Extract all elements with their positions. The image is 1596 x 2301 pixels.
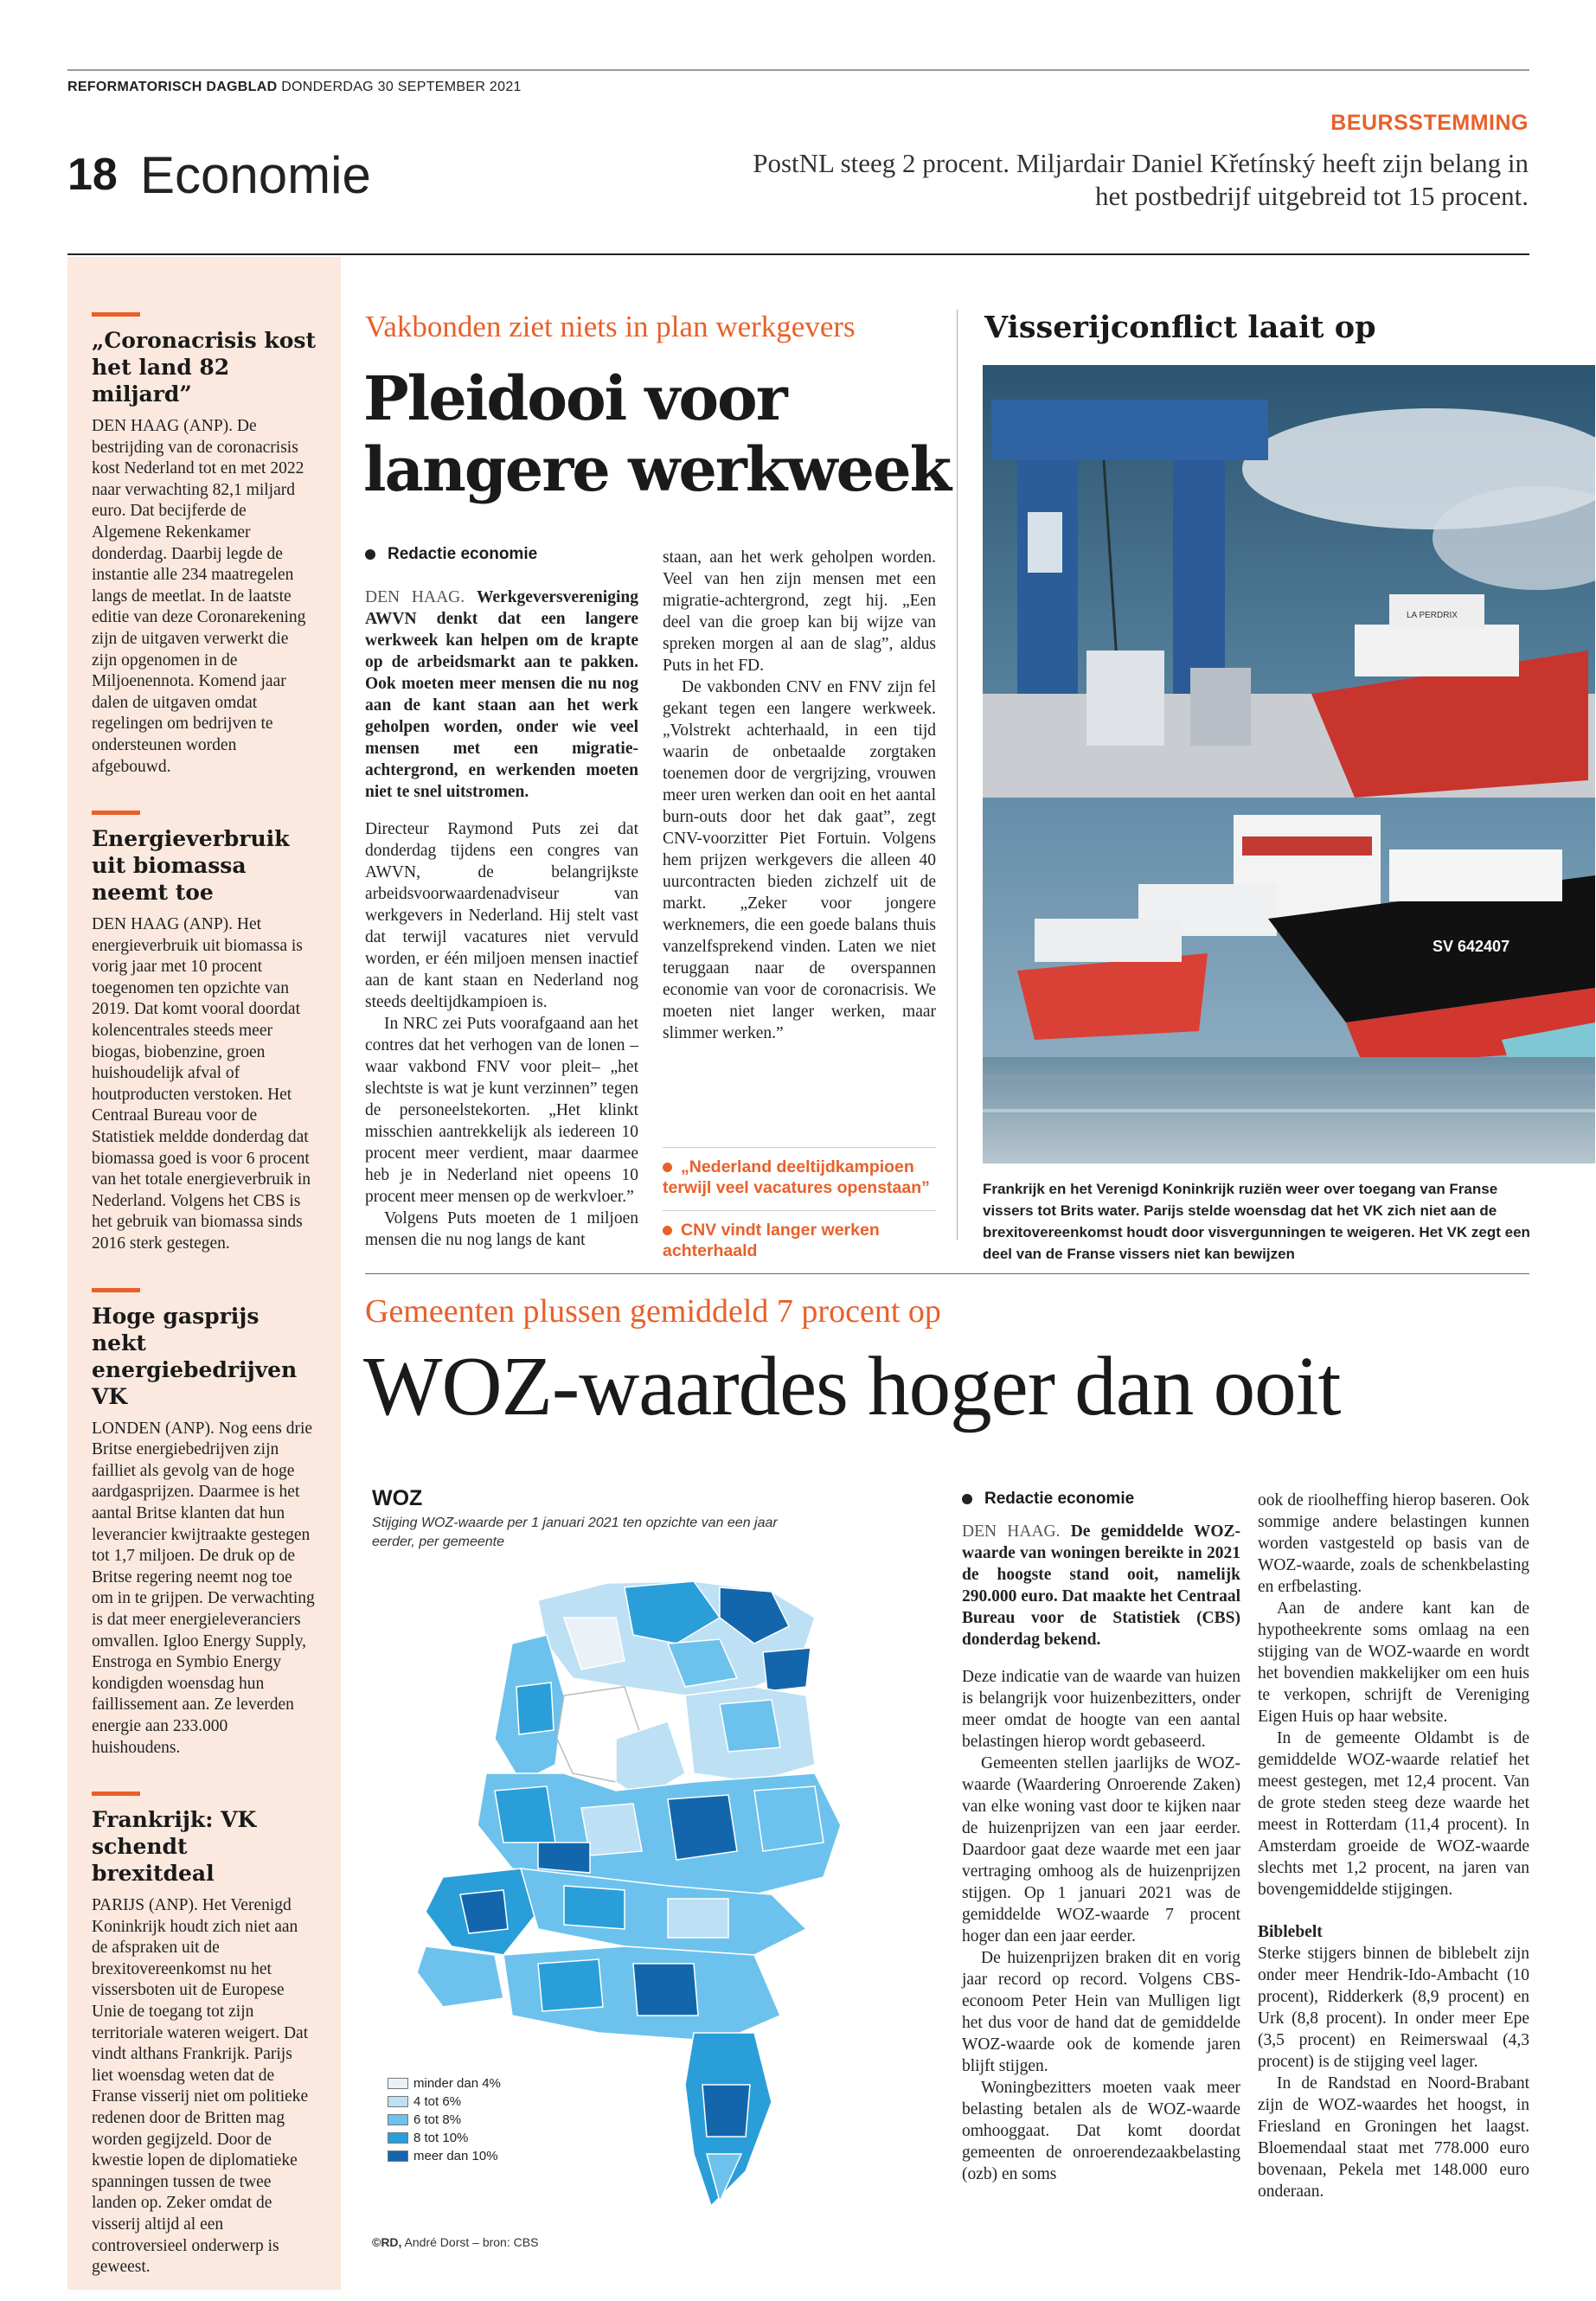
paragraph: ook de rioolheffing hierop baseren. Ook sommige andere belastingen kunnen worden vastgesteld op basis van de WOZ-waarde, zoals de schenkbelasting en erfbelasting. <box>1258 1491 1529 1596</box>
section-title: Economie <box>140 146 371 204</box>
paragraph: Sterke stijgers binnen de biblebelt zijn onder meer Hendrik-Ido-Ambacht (10 procent), Ridderkerk (8,9 procent) en Urk (8,8 procent). In onder meer Epe (3,5 procent) en Reimerswaal (4,3 procent) is de stijging veel lager. <box>1258 1945 1529 2071</box>
legend-item <box>388 2093 501 2111</box>
article3-kicker: Gemeenten plussen gemiddeld 7 procent op <box>365 1293 941 1330</box>
paper-dateline <box>67 80 522 95</box>
paragraph: In de gemeente Oldambt is de gemiddelde WOZ-waarde relatief het meest gestegen, met 12,4 procent. Van de grote steden steeg deze waarde het meest in Rotterdam (11,4 procent). In Amsterdam groeide de WOZ-waarde slechts met 1,2 procent, na jaren van bovengemiddelde stijgingen. <box>1258 1729 1529 1899</box>
boat-name-text: LA PERDRIX <box>1407 611 1458 620</box>
article3-lead <box>962 1521 1240 1650</box>
byline-bullet-icon <box>962 1494 972 1504</box>
article3-byline <box>962 1490 1134 1509</box>
lead-text: De gemiddelde WOZ-waarde van woningen bereikte in 2021 de hoogste stand ooit, namelijk 290.000 euro. Dat maakte het Centraal Bureau voor de Statistiek (CBS) donderdag bekend. <box>962 1522 1241 1649</box>
legend-label: minder dan 4% <box>413 2076 501 2091</box>
article1-headline: Pleidooi voor langere werkweek <box>363 362 951 505</box>
brief-title: Hoge gasprijs nekt energiebedrijven VK <box>92 1303 298 1409</box>
brief-dash <box>92 811 140 815</box>
graphic-credit <box>372 2235 538 2249</box>
pull-quote <box>663 1147 936 1198</box>
paragraph: In NRC zei Puts voorafgaand aan het contres dat het verhogen van de lonen –waar vakbond FNV voor pleit– „het slechtste is wat je kunt verzinnen” tegen de personeelstekorten. „Het klinkt misschien aantrekkelijk als iedereen 10 procent meer verdient, maar daarmee heb je in Nederland niet opeens 10 procent meer mensen op de werkvloer.” <box>365 1015 638 1206</box>
brief-dash <box>92 1288 140 1292</box>
brief-dash <box>92 1791 140 1796</box>
pull-quote-text: CNV vindt langer werken achterhaald <box>663 1221 880 1260</box>
legend-label: 6 tot 8% <box>413 2112 462 2127</box>
paragraph: Aan de andere kant kan de hypotheekrente soms omlaag na een stijging van de WOZ-waarde en wordt het bovendien makkelijker om een huis te verkopen, schrijft de Vereniging Eigen Huis op haar website. <box>1258 1599 1529 1726</box>
byline-text: Redactie economie <box>984 1490 1135 1508</box>
legend-item <box>388 2129 501 2147</box>
bullet-icon <box>663 1163 672 1172</box>
article1-pull-quotes <box>663 1147 936 1273</box>
lead-text: Werkgeversvereniging AWVN denkt dat een langere werkweek kan helpen om de krapte op de arbeidsmarkt aan te pakken. Ook moeten meer mensen die nu nog aan de kant staan aan het werk geholpen worden, onder wie veel mensen met een migratie-achtergrond, en werkenden moeten niet te snel uitstromen. <box>365 588 638 801</box>
graphic-subtitle: Stijging WOZ-waarde per 1 januari 2021 ten opzichte van een jaar eerder, per gemeente <box>372 1516 778 1549</box>
legend-swatch <box>388 2150 408 2162</box>
article3-column-2 <box>1258 1490 1529 2202</box>
boat-registration-text: SV 642407 <box>1433 938 1510 955</box>
legend-item <box>388 2147 501 2165</box>
paper-date: DONDERDAG 30 SEPTEMBER 2021 <box>281 80 522 94</box>
legend-item <box>388 2111 501 2129</box>
legend-swatch <box>388 2132 408 2144</box>
legend-label: 4 tot 6% <box>413 2094 462 2109</box>
harbor-photo <box>983 365 1595 1163</box>
brief-item <box>92 1791 317 2279</box>
brief-body: DEN HAAG (ANP). De bestrijding van de coronacrisis kost Nederland tot en met 2022 naar verwachting 82,1 miljard euro. Dat becijferde de Algemene Rekenkamer donderdag. Daarbij legde de instantie alle 234 maatregelen langs de meetlat. In de laatste editie van deze Coronarekening zijn de uitgaven verwerkt die zijn opgenomen in de Miljoenennota. Komend jaar dalen de uitgaven omdat regelingen om bedrijven te ondersteunen worden afgebouwd. <box>92 417 306 776</box>
dateline: DEN HAAG. <box>962 1522 1061 1541</box>
byline-text: Redactie economie <box>388 545 538 563</box>
paragraph: staan, aan het werk geholpen worden. Veel van hen zijn mensen met een migratie-achtergrond, zegt hij. „Een deel van die groep kan bij wijze van spreken morgen al aan de slag”, aldus Puts in het FD. <box>663 548 936 675</box>
legend-item <box>388 2074 501 2093</box>
beurs-text: PostNL steeg 2 procent. Miljardair Daniel Křetínský heeft zijn belang in het postbedrijf uitgebreid tot 15 procent. <box>753 148 1529 211</box>
bullet-icon <box>663 1226 672 1235</box>
brief-body: LONDEN (ANP). Nog eens drie Britse energiebedrijven zijn failliet als gevolg van de hoge aardgasprijzen. Daarmee is het aantal Britse klanten dat hun leverancier kwijtraakte gestegen tot 1,7 miljoen. De druk op de Britse regering neemt nog toe om in te grijpen. De verwachting is dat meer energieleveranciers omvallen. Igloo Energy Supply, Enstroga en Symbio Energy kondigden woensdag hun faillissement aan. Ze leverden energie aan 233.000 huishoudens. <box>92 1419 315 1757</box>
brief-title: „Coronacrisis kost het land 82 miljard” <box>92 328 317 407</box>
article1-lead <box>365 586 638 803</box>
legend-swatch <box>388 2114 408 2125</box>
brief-body: PARIJS (ANP). Het Verenigd Koninkrijk houdt zich niet aan de afspraken uit de brexitovereenkomst nu het vissersboten uit de Europese Unie de toegang tot zijn territoriale wateren weigert. Dat vindt althans Frankrijk. Parijs liet woensdag weten dat de Franse visserij niet om politieke redenen door de Britten mag worden gegijzeld. Door de kwestie lopen de diplomatieke spanningen tussen de twee landen op. Zeker omdat de visserij altijd al een controversieel onderwerp is geweest. <box>92 1896 309 2277</box>
byline-bullet-icon <box>365 549 375 560</box>
section-rule <box>365 1273 1529 1274</box>
paragraph: Deze indicatie van de waarde van huizen is belangrijk voor huizenbezitters, onder meer omdat de hoogte van een aantal belastingen hierop wordt gebaseerd. <box>962 1668 1240 1751</box>
article3-headline: WOZ-waardes hoger dan ooit <box>363 1340 1341 1433</box>
article3-column-1 <box>962 1521 1240 2185</box>
brief-title: Energieverbruik uit biomassa neemt toe <box>92 826 290 906</box>
brief-title: Frankrijk: VK schendt brexitdeal <box>92 1807 257 1887</box>
news-briefs-sidebar <box>67 257 341 2290</box>
brief-dash <box>92 312 140 317</box>
map-legend <box>388 2074 501 2165</box>
column-divider <box>957 310 958 1240</box>
paragraph: Volgens Puts moeten de 1 miljoen mensen die nu nog langs de kant <box>365 1209 638 1249</box>
paragraph: Directeur Raymond Puts zei dat donderdag tijdens een congres van AWVN, de belangrijkste arbeidsvoorwaardenadviseur van werkgevers in Nederland. Hij stelt vast dat terwijl vacatures niet vervuld worden, er één miljoen mensen inactief aan de kant staan en Nederland nog steeds deeltijdkampioen is. <box>365 820 638 1011</box>
page-number: 18 <box>67 150 118 200</box>
legend-swatch <box>388 2078 408 2089</box>
credit-bold: ©RD, <box>372 2235 402 2249</box>
article1-byline <box>365 545 537 564</box>
masthead-rule <box>67 253 1529 255</box>
brief-body: DEN HAAG (ANP). Het energieverbruik uit biomassa is vorig jaar met 10 procent toegenomen ten opzichte van 2019. Dat komt vooral doordat kolencentrales steeds meer biogas, biobenzine, groen huishoudelijk afval of houtproducten verstoken. Het Centraal Bureau voor de Statistiek meldde donderdag dat biomassa goed is voor 6 procent van het totale energieverbruik in Nederland. Volgens het CBS is het gebruik van biomassa sinds 2016 sterk gestegen. <box>92 915 311 1253</box>
legend-label: meer dan 10% <box>413 2149 498 2163</box>
brief-item <box>92 1288 317 1759</box>
subheading: Biblebelt <box>1258 1923 1323 1941</box>
brief-item <box>92 811 317 1255</box>
photo-caption: Frankrijk en het Verenigd Koninkrijk ruziën weer over toegang van Franse vissers tot Brits water. Parijs stelde woensdag dat het VK zich niet aan de brexitovereenkomst houdt door visvergunningen te weigeren. Het VK zegt een deel van de Franse vissers niet kan bewijzen <box>983 1181 1530 1262</box>
article1-column-2 <box>663 547 936 1044</box>
paragraph: Woningbezitters moeten vaak meer belasting betalen als de WOZ-waarde omhooggaat. Dat komt doordat gemeenten de onroerendezaakbelasting (ozb) en soms <box>962 2079 1240 2183</box>
woz-map-graphic <box>365 1471 945 2266</box>
paragraph: De vakbonden CNV en FNV zijn fel gekant tegen een langere werkweek. „Volstrekt achterhaald, in een tijd waarin de onbetaalde zorgtaken toenemen door de vergrijzing, vrouwen meer uren werken dan ooit en het aantal burn-outs door het dak gaat”, zegt CNV-voorzitter Piet Fortuin. Volgens hem prijzen werkgevers die alleen 40 uurcontracten bieden zichzelf uit de markt. „Zeker voor jongere werknemers, die een goede balans thuis vanzelfsprekend vinden. Laten we niet teruggaan naar de overspannen economie van voor de coronacrisis. We moeten niet langer werken, maar slimmer werken.” <box>663 678 936 1042</box>
paper-name: REFORMATORISCH DAGBLAD <box>67 80 278 94</box>
legend-swatch <box>388 2096 408 2107</box>
fishing-boats-image <box>983 365 1595 1163</box>
pull-quote <box>663 1210 936 1261</box>
top-rule <box>67 69 1529 71</box>
graphic-title: WOZ <box>372 1486 423 1510</box>
dateline: DEN HAAG. <box>365 588 465 606</box>
article1-column-1 <box>365 586 638 1251</box>
credit-text: André Dorst – bron: CBS <box>401 2235 539 2249</box>
article2-headline: Visserijconflict laait op <box>984 310 1376 345</box>
paragraph: In de Randstad en Noord-Brabant zijn de WOZ-waardes het hoogst, in Friesland en Groningen het laagst. Bloemendaal staat met 778.000 euro bovenaan, Pekela met 148.000 euro onderaan. <box>1258 2074 1529 2201</box>
paragraph: De huizenprijzen braken dit en vorig jaar record op record. Volgens CBS-econoom Peter Hein van Mulligen ligt het dus voor de hand dat de gemiddelde WOZ-waarde ook de komende jaren blijft stijgen. <box>962 1949 1240 2075</box>
paragraph: Gemeenten stellen jaarlijks de WOZ-waarde (Waardering Onroerende Zaken) van elke woning vast door te kijken naar de huizenprijzen van een jaar eerder. Daardoor gaat deze waarde met een jaar vertraging omhoog als de huizenprijzen stijgen. Op 1 januari 2021 was de gemiddelde WOZ-waarde 7 procent hoger dan een jaar eerder. <box>962 1754 1240 1945</box>
brief-item <box>92 312 317 778</box>
beurs-label: BEURSSTEMMING <box>1330 111 1529 135</box>
legend-label: 8 tot 10% <box>413 2131 469 2145</box>
article1-kicker: Vakbonden ziet niets in plan werkgevers <box>365 310 856 343</box>
pull-quote-text: „Nederland deeltijdkampioen terwijl veel vacatures openstaan” <box>663 1157 930 1197</box>
